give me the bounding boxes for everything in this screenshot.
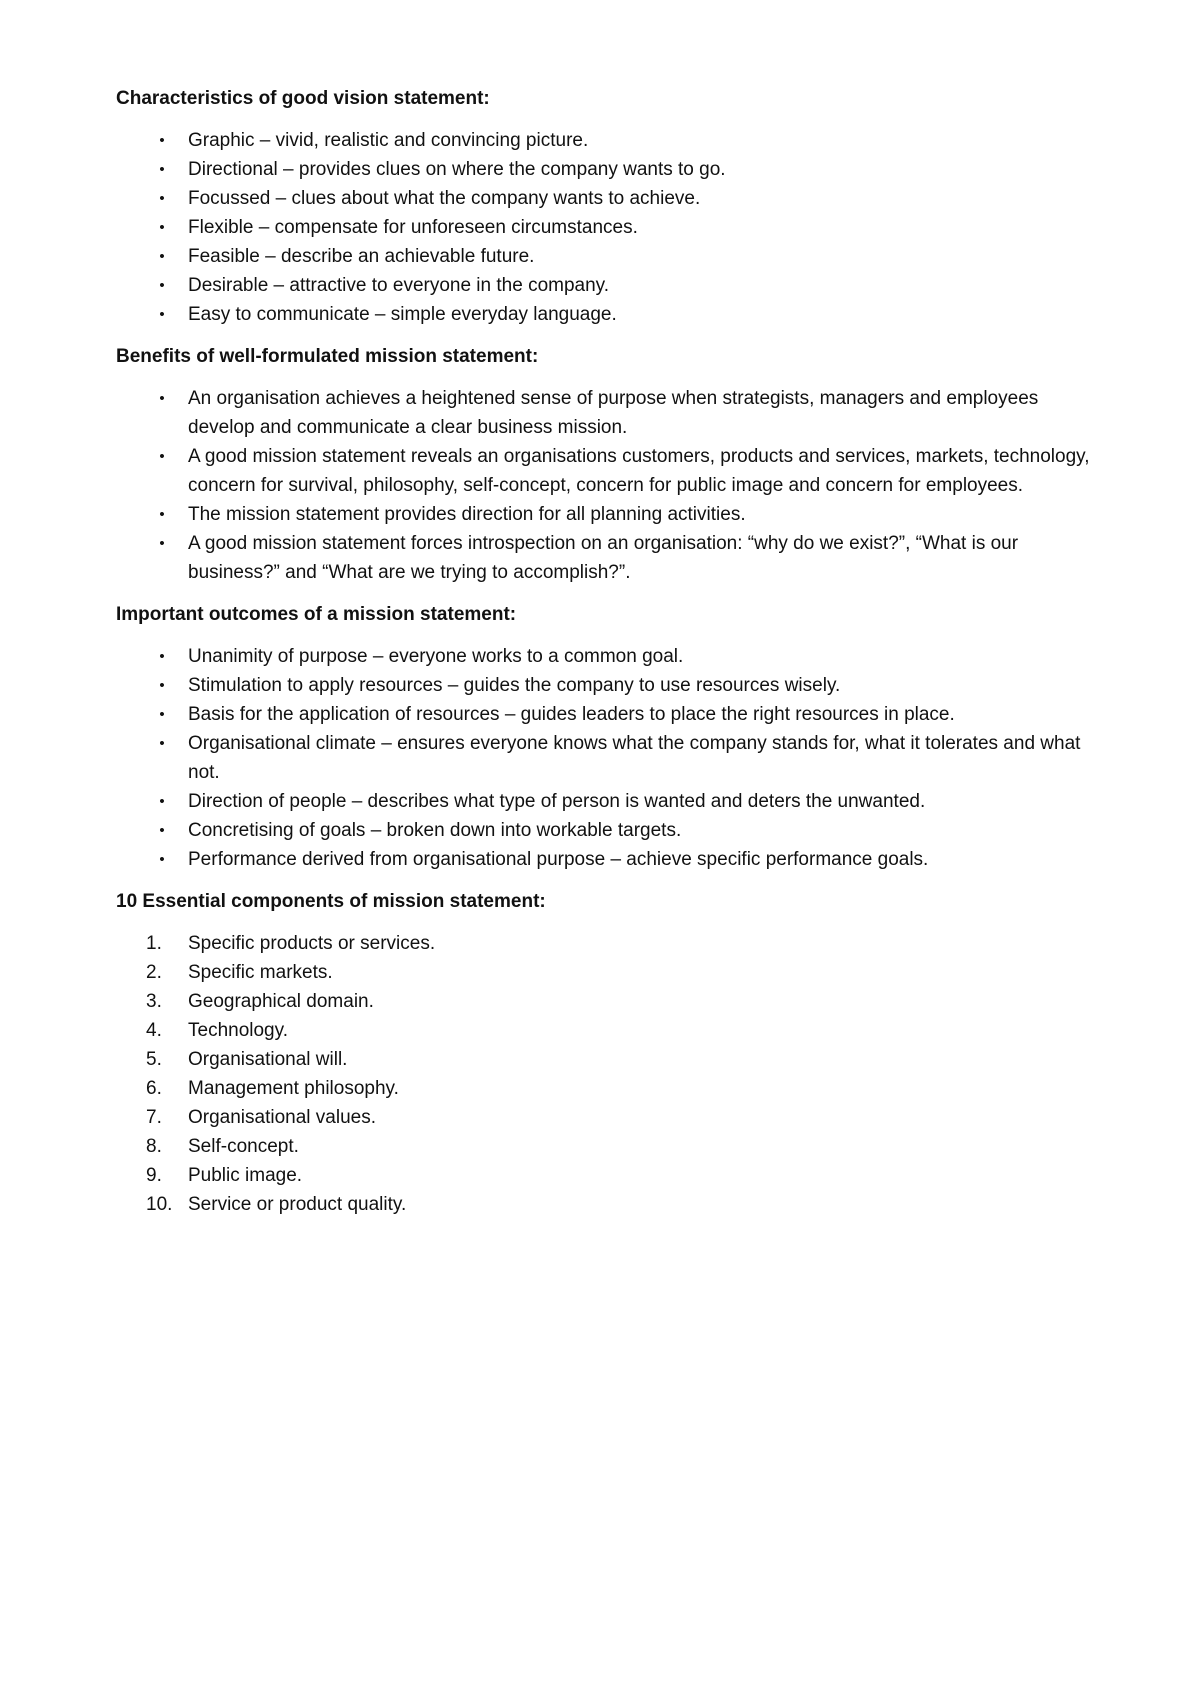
list-item [116,242,1106,271]
list-item-text: Desirable – attractive to everyone in the company. [188,275,610,296]
list-item-text: A good mission statement reveals an organisations customers, products and services, markets, technology, concern for survival, philosophy, self-concept, concern for public image and concern for employees. [188,446,1090,496]
list-number: 1. [146,933,162,954]
bullet-list [116,126,1106,329]
list-item [116,442,1106,500]
list-item-text: Graphic – vivid, realistic and convincing picture. [188,130,589,151]
bullet-icon: • [159,535,165,552]
list-item-text: Focussed – clues about what the company wants to achieve. [188,188,701,209]
list-item-text: The mission statement provides direction for all planning activities. [188,504,746,525]
bullet-icon: • [159,306,165,323]
list-item [116,845,1106,874]
bullet-icon: • [159,648,165,665]
list-item [116,529,1106,587]
list-item [116,929,1106,958]
list-item [116,700,1106,729]
list-item-text: Specific products or services. [188,933,436,954]
document-page [116,84,1106,1232]
list-item [116,1190,1106,1219]
list-item [116,787,1106,816]
list-item [116,1045,1106,1074]
list-item [116,300,1106,329]
list-item-text: Public image. [188,1165,303,1186]
bullet-icon: • [159,161,165,178]
list-number: 3. [146,991,162,1012]
section-mission-components [116,887,1106,1219]
section-heading: Characteristics of good vision statement: [116,88,490,109]
list-item [116,184,1106,213]
section-mission-benefits [116,342,1106,587]
list-item [116,671,1106,700]
section-heading: 10 Essential components of mission statement: [116,891,546,912]
list-item-text: Concretising of goals – broken down into workable targets. [188,820,682,841]
list-number: 2. [146,962,162,983]
list-item [116,1016,1106,1045]
bullet-icon: • [159,390,165,407]
list-item [116,384,1106,442]
list-item-text: Feasible – describe an achievable future. [188,246,535,267]
list-item [116,1161,1106,1190]
list-item-text: Management philosophy. [188,1078,399,1099]
bullet-icon: • [159,677,165,694]
section-heading: Benefits of well-formulated mission statement: [116,346,539,367]
list-item [116,729,1106,787]
list-item [116,816,1106,845]
list-number: 10. [146,1194,173,1215]
list-item-text: Organisational climate – ensures everyone knows what the company stands for, what it tolerates and what not. [188,733,1081,783]
bullet-icon: • [159,851,165,868]
list-number: 9. [146,1165,162,1186]
bullet-icon: • [159,277,165,294]
bullet-icon: • [159,248,165,265]
list-item-text: Self-concept. [188,1136,299,1157]
bullet-icon: • [159,793,165,810]
list-item-text: Organisational values. [188,1107,376,1128]
list-item-text: Directional – provides clues on where the company wants to go. [188,159,726,180]
list-item-text: Technology. [188,1020,288,1041]
list-item-text: A good mission statement forces introspection on an organisation: “why do we exist?”, “What is our business?” and “What are we trying to accomplish?”. [188,533,1019,583]
list-item-text: Basis for the application of resources – guides leaders to place the right resources in place. [188,704,955,725]
section-heading: Important outcomes of a mission statement: [116,604,517,625]
list-item-text: Geographical domain. [188,991,374,1012]
list-item-text: An organisation achieves a heightened sense of purpose when strategists, managers and employees develop and communicate a clear business mission. [188,388,1039,438]
list-item-text: Flexible – compensate for unforeseen circumstances. [188,217,638,238]
list-item-text: Service or product quality. [188,1194,407,1215]
list-item-text: Organisational will. [188,1049,348,1070]
list-number: 7. [146,1107,162,1128]
list-item [116,1132,1106,1161]
list-item-text: Specific markets. [188,962,333,983]
bullet-icon: • [159,506,165,523]
bullet-icon: • [159,219,165,236]
section-vision-characteristics [116,84,1106,329]
list-number: 6. [146,1078,162,1099]
list-item [116,126,1106,155]
list-number: 8. [146,1136,162,1157]
bullet-icon: • [159,448,165,465]
numbered-list [116,929,1106,1219]
bullet-icon: • [159,190,165,207]
bullet-list [116,384,1106,587]
list-item-text: Stimulation to apply resources – guides the company to use resources wisely. [188,675,841,696]
list-item [116,958,1106,987]
list-item-text: Easy to communicate – simple everyday language. [188,304,617,325]
bullet-icon: • [159,735,165,752]
bullet-icon: • [159,706,165,723]
list-item [116,213,1106,242]
list-item [116,155,1106,184]
list-item [116,987,1106,1016]
bullet-list [116,642,1106,874]
list-item-text: Performance derived from organisational purpose – achieve specific performance goals. [188,849,929,870]
list-item-text: Direction of people – describes what type of person is wanted and deters the unwanted. [188,791,926,812]
list-item [116,1103,1106,1132]
bullet-icon: • [159,822,165,839]
list-item [116,1074,1106,1103]
section-mission-outcomes [116,600,1106,874]
bullet-icon: • [159,132,165,149]
list-item [116,271,1106,300]
list-number: 5. [146,1049,162,1070]
list-item-text: Unanimity of purpose – everyone works to a common goal. [188,646,684,667]
list-item [116,500,1106,529]
list-item [116,642,1106,671]
list-number: 4. [146,1020,162,1041]
